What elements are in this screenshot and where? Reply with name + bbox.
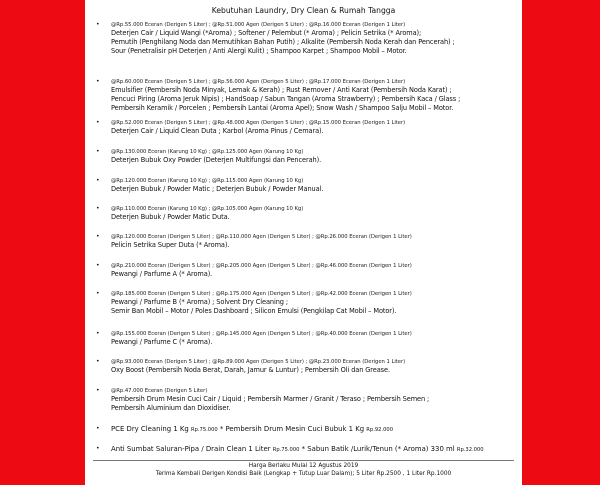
bullet-icon: • xyxy=(96,148,100,155)
product-description: Pembersih Aluminium dan Dioxidiser. xyxy=(111,404,231,412)
page-title: Kebutuhan Laundry, Dry Clean & Rumah Tangga xyxy=(211,6,396,15)
product-name: Anti Sumbat Saluran-Pipa / Drain Clean 1 Liter xyxy=(111,445,273,453)
list-item xyxy=(96,148,321,165)
product-description: Pewangi / Parfume B (* Aroma) ; Solvent Dry Cleaning ; xyxy=(111,298,288,306)
bullet-icon: • xyxy=(96,205,100,212)
price-line: @Rp.47.000 Eceran (Derigen 5 Liter) xyxy=(111,388,208,394)
product-description: Emulsifier (Pembersih Noda Minyak, Lemak & Kerah) ; Rust Remover / Anti Karat (Pembersih Noda Karat) ; xyxy=(111,86,452,94)
price-line: @Rp.130.000 Eceran (Karung 10 Kg) ; @Rp.125.000 Agen (Karung 10 Kg) xyxy=(111,149,304,155)
footer-date: Harga Berlaku Mulai 12 Agustus 2019 xyxy=(248,463,359,469)
bullet-icon: • xyxy=(96,387,100,394)
product-line xyxy=(111,444,484,455)
product-description: Sour (Penetralisir pH Deterjen / Anti Alergi Kulit) ; Shampoo Karpet ; Shampoo Mobil – Motor. xyxy=(111,47,407,55)
product-line xyxy=(111,424,393,435)
list-item xyxy=(96,424,393,435)
list-item xyxy=(96,78,460,113)
product-description: Deterjen Bubuk / Powder Matic Duta. xyxy=(111,213,230,221)
document-page xyxy=(85,0,522,485)
product-description: Semir Ban Mobil – Motor / Poles Dashboard ; Silicon Emulsi (Pengkilap Cat Mobil – Motor). xyxy=(111,307,397,315)
bullet-icon: • xyxy=(96,330,100,337)
price-line: @Rp.210.000 Eceran (Derigen 5 Liter) ; @Rp.205.000 Agen (Derigen 5 Liter) ; @Rp.46.000 Eceran (Derigen 1 Liter) xyxy=(111,263,412,269)
price-line: @Rp.155.000 Eceran (Derigen 5 Liter) ; @Rp.145.000 Agen (Derigen 5 Liter) ; @Rp.40.000 Eceran (Derigen 1 Liter) xyxy=(111,331,412,337)
list-item xyxy=(96,21,455,56)
product-description: Deterjen Cair / Liquid Wangi (*Aroma) ; Softener / Pelembut (* Aroma) ; Pelicin Setrika (* Aroma); xyxy=(111,29,422,37)
price-line: @Rp.55.000 Eceran (Derigen 5 Liter) ; @Rp.51.000 Agen (Derigen 5 Liter) ; @Rp.16.000 Eceran (Derigen 1 Liter) xyxy=(111,22,406,28)
product-description: Deterjen Bubuk / Powder Matic ; Deterjen Bubuk / Powder Manual. xyxy=(111,185,324,193)
product-name: * Pembersih Drum Mesin Cuci Bubuk 1 Kg xyxy=(217,425,367,433)
product-description: Pewangi / Parfume C (* Aroma). xyxy=(111,338,213,346)
list-item xyxy=(96,177,323,194)
product-price: Rp.32.000 xyxy=(456,447,484,453)
price-line: @Rp.52.000 Eceran (Derigen 5 Liter) ; @Rp.48.000 Agen (Derigen 5 Liter) ; @Rp.15.000 Eceran (Derigen 1 Liter) xyxy=(111,120,406,126)
bullet-icon: • xyxy=(96,290,100,297)
footer-divider xyxy=(93,460,514,461)
product-name: * Sabun Batik /Lurik/Tenun (* Aroma) 330 ml xyxy=(299,445,457,453)
product-price: Rp.92.000 xyxy=(366,427,393,433)
price-line: @Rp.185.000 Eceran (Derigen 5 Liter) ; @Rp.175.000 Agen (Derigen 5 Liter) ; @Rp.42.000 Eceran (Derigen 1 Liter) xyxy=(111,291,412,297)
product-description: Deterjen Cair / Liquid Clean Duta ; Karbol (Aroma Pinus / Cemara). xyxy=(111,127,324,135)
bullet-icon: • xyxy=(96,262,100,269)
product-description: Pemutih (Penghilang Noda dan Memutihkan Bahan Putih) ; Alkalite (Pembersih Noda Kerah dan Pencerah) ; xyxy=(111,38,455,46)
bullet-icon: • xyxy=(96,21,100,28)
bullet-icon: • xyxy=(96,177,100,184)
product-description: Deterjen Bubuk Oxy Powder (Deterjen Multifungsi dan Pencerah). xyxy=(111,156,322,164)
price-line: @Rp.120.000 Eceran (Karung 10 Kg) ; @Rp.115.000 Agen (Karung 10 Kg) xyxy=(111,178,304,184)
price-line: @Rp.60.000 Eceran (Derigen 5 Liter) ; @Rp.56.000 Agen (Derigen 5 Liter) ; @Rp.17.000 Eceran (Derigen 1 Liter) xyxy=(111,79,406,85)
bullet-icon: • xyxy=(96,358,100,365)
product-description: Pelicin Setrika Super Duta (* Aroma). xyxy=(111,241,230,249)
list-item xyxy=(96,387,429,413)
list-item xyxy=(96,262,412,279)
price-line: @Rp.93.000 Eceran (Derigen 5 Liter) ; @Rp.89.000 Agen (Derigen 5 Liter) ; @Rp.23.000 Eceran (Derigen 1 Liter) xyxy=(111,359,406,365)
product-description: Pembersih Drum Mesin Cuci Cair / Liquid ; Pembersih Marmer / Granit / Teraso ; Pembersih Semen ; xyxy=(111,395,430,403)
list-item xyxy=(96,119,405,136)
product-description: Pencuci Piring (Aroma Jeruk Nipis) ; HandSoap / Sabun Tangan (Aroma Strawberry) ; Pembersih Kaca / Glass ; xyxy=(111,95,461,103)
product-description: Pewangi / Parfume A (* Aroma). xyxy=(111,270,213,278)
list-item xyxy=(96,205,303,222)
bullet-icon: • xyxy=(96,425,100,432)
bullet-icon: • xyxy=(96,78,100,85)
bullet-icon: • xyxy=(96,119,100,126)
footer-note: Terima Kembali Derigen Kondisi Baik (Lengkap + Tutup Luar Dalam); 5 Liter Rp.2500 , 1 Liter Rp.1000 xyxy=(155,471,452,477)
product-price: Rp.75.000 xyxy=(272,447,300,453)
list-item xyxy=(96,233,412,250)
product-description: Pembersih Keramik / Porcelen ; Pembersih Lantai (Aroma Apel); Snow Wash / Shampoo Salju Mobil – Motor. xyxy=(111,104,454,112)
list-item xyxy=(96,330,412,347)
list-item xyxy=(96,358,405,375)
product-description: Oxy Boost (Pembersih Noda Berat, Darah, Jamur & Luntur) ; Pembersih Oli dan Grease. xyxy=(111,366,390,374)
bullet-icon: • xyxy=(96,233,100,240)
list-item xyxy=(96,290,412,316)
price-line: @Rp.110.000 Eceran (Karung 10 Kg) ; @Rp.105.000 Agen (Karung 10 Kg) xyxy=(111,206,304,212)
list-item xyxy=(96,444,484,455)
product-price: Rp.75.000 xyxy=(190,427,218,433)
price-line: @Rp.120.000 Eceran (Derigen 5 Liter) ; @Rp.110.000 Agen (Derigen 5 Liter) ; @Rp.26.000 Eceran (Derigen 1 Liter) xyxy=(111,234,412,240)
bullet-icon: • xyxy=(96,445,100,452)
product-name: PCE Dry Cleaning 1 Kg xyxy=(111,425,191,433)
